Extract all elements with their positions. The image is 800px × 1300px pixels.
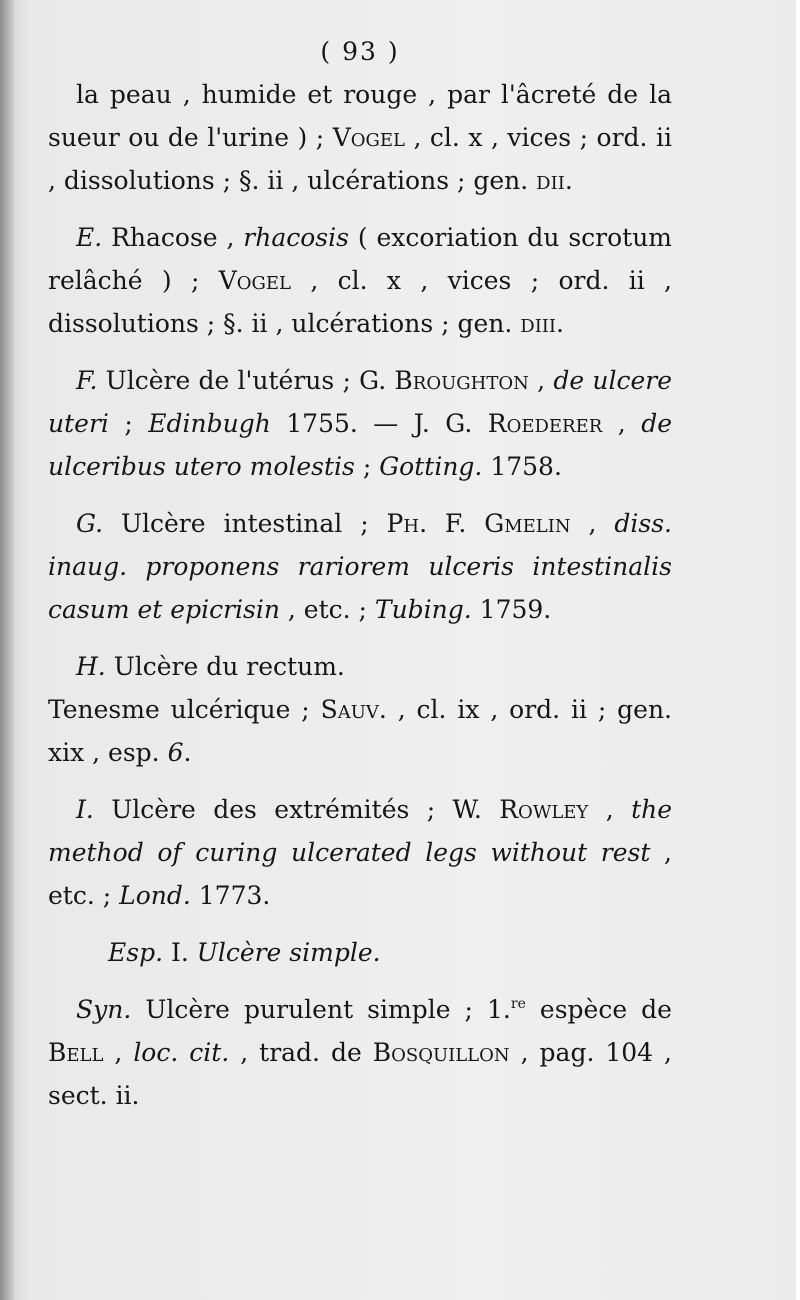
text-run: the method of curing ulcerated legs without rest xyxy=(48,795,673,867)
text-run: , xyxy=(103,1038,134,1067)
text-run: , xyxy=(528,366,554,395)
text-run: Roederer xyxy=(487,409,603,438)
text-run: Tubing. xyxy=(374,595,472,624)
text-run: rhacosis xyxy=(243,223,349,252)
text-run: 6 xyxy=(167,738,184,767)
text-run: Gotting. xyxy=(379,452,483,481)
text-run: , trad. de xyxy=(229,1038,373,1067)
text-run: , cl. x , vices ; ord. ii , dissolutions ; §. ii , ulcérations ; gen. xyxy=(48,123,672,195)
text-paragraph xyxy=(48,216,672,345)
text-run: Vogel xyxy=(332,123,405,152)
page-number: ( 93 ) xyxy=(320,37,400,66)
text-run: H. xyxy=(76,652,106,681)
text-run: , xyxy=(602,409,642,438)
text-run: loc. cit. xyxy=(133,1038,230,1067)
text-run: Edinbugh xyxy=(148,409,271,438)
text-run: ; xyxy=(108,409,149,438)
page-edge xyxy=(796,0,800,1300)
text-run: 1773. xyxy=(190,881,271,910)
text-run: , xyxy=(588,795,632,824)
text-run: , xyxy=(570,509,615,538)
text-run: 1759. xyxy=(471,595,552,624)
text-run: de ulceribus utero molestis xyxy=(48,409,673,481)
text-run: Bosquillon xyxy=(372,1038,510,1067)
text-run: Ulcère de l'utérus ; G. xyxy=(97,366,395,395)
text-run: ( excoriation du scrotum relâché ) ; xyxy=(48,223,673,295)
text-run: diii xyxy=(520,309,557,338)
body-text xyxy=(48,73,672,1117)
text-run: . xyxy=(183,738,192,767)
section-heading xyxy=(48,931,672,974)
text-run: Sauv. xyxy=(320,695,387,724)
text-run: la peau , humide et rouge , par l'âcreté de la sueur ou de l'urine ) ; xyxy=(48,80,672,152)
text-paragraph xyxy=(48,645,672,688)
text-paragraph xyxy=(48,359,672,488)
text-paragraph xyxy=(48,988,672,1117)
text-run: re xyxy=(510,996,526,1012)
text-run: Lond. xyxy=(119,881,191,910)
text-run: Broughton xyxy=(394,366,529,395)
text-run: Ulcère des extrémités ; W. xyxy=(93,795,500,824)
text-run: , cl. ix , ord. ii ; gen. xix , esp. xyxy=(48,695,672,767)
text-run: espèce de xyxy=(525,995,672,1024)
text-run: Ulcère du rectum. xyxy=(105,652,345,681)
page-text xyxy=(48,30,672,1117)
text-run: Syn. xyxy=(76,995,132,1024)
text-run: Ph. F. Gmelin xyxy=(386,509,571,538)
text-run: Rowley xyxy=(499,795,589,824)
text-run: 1758. xyxy=(482,452,562,481)
page-gutter xyxy=(0,0,14,1300)
text-run: . xyxy=(564,166,573,195)
text-run: Rhacose , xyxy=(102,223,244,252)
text-run: 1755. — J. G. xyxy=(270,409,488,438)
text-run: dii xyxy=(536,166,565,195)
text-run: F. xyxy=(76,366,98,395)
text-paragraph xyxy=(48,788,672,917)
text-run: de ulcere uteri xyxy=(48,366,672,438)
text-paragraph xyxy=(48,502,672,631)
text-run: , pag. 104 , sect. ii. xyxy=(48,1038,672,1110)
text-run: Esp. xyxy=(108,938,164,967)
text-run: Bell xyxy=(48,1038,104,1067)
text-run: , etc. ; xyxy=(279,595,375,624)
text-run: , etc. ; xyxy=(48,838,672,910)
text-run: Tenesme ulcérique ; xyxy=(48,695,321,724)
text-run: I. xyxy=(76,795,94,824)
text-run: I. xyxy=(163,938,197,967)
text-run: ; xyxy=(354,452,380,481)
text-run: Vogel xyxy=(218,266,292,295)
text-run: , cl. x , vices ; ord. ii , dissolutions ; §. ii , ulcérations ; gen. xyxy=(48,266,673,338)
text-run: diss. inaug. proponens rariorem ulceris intestinalis casum et epicrisin xyxy=(48,509,672,624)
text-run: E. xyxy=(76,223,103,252)
text-paragraph xyxy=(48,688,672,774)
text-run: Ulcère purulent simple ; 1. xyxy=(131,995,511,1024)
text-run: Ulcère intestinal ; xyxy=(103,509,387,538)
text-run: G. xyxy=(76,509,104,538)
text-run: Ulcère simple. xyxy=(196,938,381,967)
text-run: . xyxy=(556,309,564,338)
text-paragraph xyxy=(48,73,672,202)
